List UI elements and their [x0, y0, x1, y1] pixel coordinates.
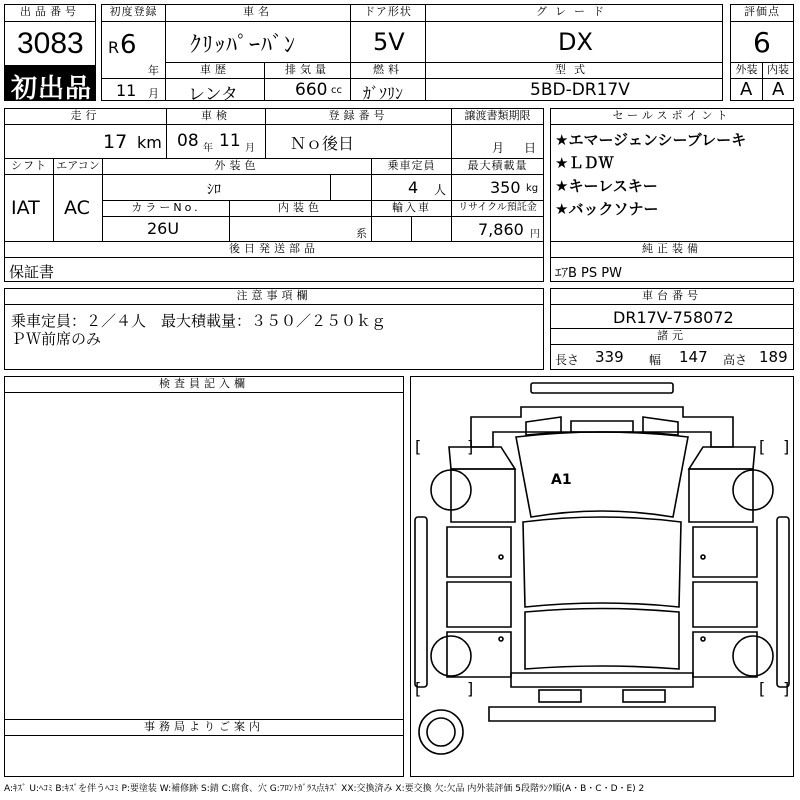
reg-no-cell: [265, 124, 452, 159]
office-area: [4, 735, 404, 777]
interior-grade-cell: [762, 78, 794, 101]
exterior-grade-label: 外装: [730, 62, 763, 79]
bracket-right-open: [: [759, 437, 766, 456]
door-label: ドア形状: [350, 4, 426, 22]
later-parts-label: 後日発送部品: [4, 241, 544, 258]
displacement-unit: cc: [331, 85, 342, 96]
capacity-unit: 人: [434, 183, 447, 197]
color-no-cell: [102, 216, 230, 242]
bracket-bottom-right-open: [: [759, 679, 766, 698]
first-listing-badge: [4, 65, 96, 104]
max-load-unit: kg: [526, 183, 539, 194]
score-value: 6: [753, 26, 771, 59]
color-no-value: 26U: [147, 219, 180, 238]
first-reg-label: 初度登録: [101, 4, 166, 22]
ext-color-extra-cell: [330, 174, 372, 201]
first-reg-era: R: [108, 38, 120, 57]
chassis-label: 車台番号: [550, 288, 794, 305]
inspection-year: 08: [177, 131, 199, 151]
later-parts-cell: [4, 257, 544, 282]
capacity-value: 4: [408, 178, 419, 197]
auction-no-value: 3083: [17, 27, 84, 60]
damage-mark-a1: A1: [551, 472, 572, 488]
notes-cell: [4, 304, 544, 370]
sales-point-2: ★ＬＤＷ: [555, 154, 614, 172]
first-reg-year: 6: [120, 30, 137, 60]
int-color-unit: 系: [356, 227, 367, 240]
specs-length: 339: [595, 348, 624, 366]
score-label: 評価点: [730, 4, 794, 22]
ext-color-label: 外装色: [102, 158, 372, 175]
notes-line-1: 乗車定員：２／４人 最大積載量：３５０／２５０ｋｇ: [11, 312, 387, 330]
interior-grade-value: A: [772, 79, 785, 100]
int-color-cell: [229, 216, 372, 242]
exterior-grade-value: A: [740, 79, 753, 100]
mileage-value: 17: [103, 131, 128, 153]
displacement-cell: [264, 78, 351, 101]
fuel-cell: [350, 78, 426, 101]
history-cell: [165, 78, 265, 105]
recycle-label: リサイクル預託金: [451, 200, 544, 217]
specs-width-label: 幅: [649, 353, 662, 367]
grade-value: DX: [558, 28, 593, 56]
transfer-month-unit: 月: [492, 141, 505, 155]
mileage-label: 走行: [4, 108, 167, 125]
import-label: 輸入車: [371, 200, 452, 217]
transfer-day-unit: 日: [524, 141, 537, 155]
bracket-bottom-left-close: ]: [467, 679, 474, 698]
first-reg-month: 11: [116, 81, 137, 100]
sales-point-3: ★キーレスキー: [555, 177, 658, 195]
auction-no-label: 出品番号: [4, 4, 96, 22]
bracket-right-close: ]: [783, 437, 790, 456]
grade-cell: [425, 21, 723, 63]
aircon-cell: [53, 174, 103, 242]
fuel-label: 燃料: [350, 62, 426, 79]
max-load-cell: [451, 174, 544, 201]
specs-label: 諸元: [550, 328, 794, 345]
inspection-label: 車検: [166, 108, 266, 125]
car-name-label: 車名: [165, 4, 351, 22]
mileage-unit: km: [137, 133, 162, 152]
bracket-left-close: ]: [467, 437, 474, 456]
aircon-label: エアコン: [53, 158, 103, 175]
auction-no-cell: [4, 21, 96, 66]
recycle-cell: [451, 216, 544, 242]
office-label: 事務局よりご案内: [4, 719, 404, 736]
fuel-value: ｶﾞｿﾘﾝ: [363, 84, 404, 103]
specs-width: 147: [679, 348, 708, 366]
first-reg-year-unit: 年: [148, 64, 159, 77]
bracket-bottom-right-close: ]: [783, 679, 790, 698]
max-load-label: 最大積載量: [451, 158, 544, 175]
car-name-cell: [165, 21, 351, 63]
specs-length-label: 長さ: [555, 353, 580, 367]
shift-label: シフト: [4, 158, 54, 175]
sales-points-label: セールスポイント: [550, 108, 794, 125]
first-listing-text: 初出品: [11, 74, 93, 104]
color-no-label: カラーNo.: [102, 200, 230, 217]
exterior-grade-cell: [730, 78, 763, 101]
bracket-bottom-left-open: [: [415, 679, 422, 698]
import-cell-left: [371, 216, 412, 242]
history-value: レンタ: [188, 85, 238, 105]
transfer-deadline-cell: [451, 124, 544, 159]
transfer-deadline-label: 譲渡書類期限: [451, 108, 544, 125]
first-reg-cell: [101, 21, 166, 79]
recycle-unit: 円: [530, 229, 540, 240]
sales-point-1: ★エマージェンシーブレーキ: [555, 131, 747, 149]
first-reg-month-cell: [101, 78, 166, 101]
history-label: 車歴: [165, 62, 265, 79]
inspection-month: 11: [219, 131, 241, 151]
first-reg-month-unit: 月: [148, 87, 159, 100]
ext-color-cell: [102, 174, 331, 201]
door-cell: [350, 21, 426, 63]
import-cell-right: [411, 216, 452, 242]
specs-height-label: 高さ: [723, 353, 748, 367]
inspection-month-unit: 月: [245, 143, 255, 154]
reg-no-label: 登録番号: [265, 108, 452, 125]
legend-text: A:ｷｽﾞ U:ﾍｺﾐ B:ｷｽﾞを伴うﾍｺﾐ P:要塗装 W:補修跡 S:錆 C:腐食、穴 G:ﾌﾛﾝﾄｶﾞﾗｽ点ｷｽﾞ XX:交換済み X:要交換 欠:欠品 内外装評価 5段階ﾗﾝｸ順(A・B・C・D・E) 2: [4, 784, 645, 794]
ext-color-value: ｼﾛ: [207, 182, 221, 198]
inspection-year-unit: 年: [203, 143, 213, 154]
grade-label: グレード: [425, 4, 723, 22]
car-diagram-frame: [410, 376, 794, 777]
model-cell: [425, 78, 723, 101]
capacity-label: 乗車定員: [371, 158, 452, 175]
equipment-cell: [550, 257, 794, 282]
inspector-area: [4, 392, 404, 720]
reg-no-value: Ｎｏ後日: [290, 134, 355, 153]
recycle-value: 7,860: [478, 220, 524, 239]
interior-grade-label: 内装: [762, 62, 794, 79]
displacement-label: 排気量: [264, 62, 351, 79]
sales-point-4: ★バックソナー: [555, 200, 659, 218]
model-label: 型式: [425, 62, 723, 79]
int-color-label: 内装色: [229, 200, 372, 217]
chassis-cell: [550, 304, 794, 329]
chassis-value: DR17V-758072: [613, 308, 734, 327]
max-load-value: 350: [490, 178, 521, 197]
equipment-value: ｴｱB PS PW: [555, 266, 622, 281]
inspector-label: 検査員記入欄: [4, 376, 404, 393]
bracket-left-open: [: [415, 437, 422, 456]
sales-points-cell: [550, 124, 794, 242]
score-cell: [730, 21, 794, 63]
aircon-value: AC: [64, 197, 90, 219]
car-name-value: ｸﾘｯﾊﾟｰﾊﾞﾝ: [190, 33, 297, 58]
mileage-cell: [4, 124, 167, 159]
model-value: 5BD-DR17V: [530, 80, 630, 100]
capacity-cell: [371, 174, 452, 201]
shift-value: IAT: [11, 197, 40, 219]
specs-cell: [550, 344, 794, 370]
displacement-value: 660: [295, 80, 328, 100]
shift-cell: [4, 174, 54, 242]
door-value: 5V: [373, 28, 405, 56]
later-parts-value: 保証書: [9, 263, 55, 281]
equipment-label: 純正装備: [550, 241, 794, 258]
notes-label: 注意事項欄: [4, 288, 544, 305]
notes-line-2: ＰＷ前席のみ: [11, 330, 102, 348]
inspection-cell: [166, 124, 266, 159]
specs-height: 189: [759, 348, 788, 366]
